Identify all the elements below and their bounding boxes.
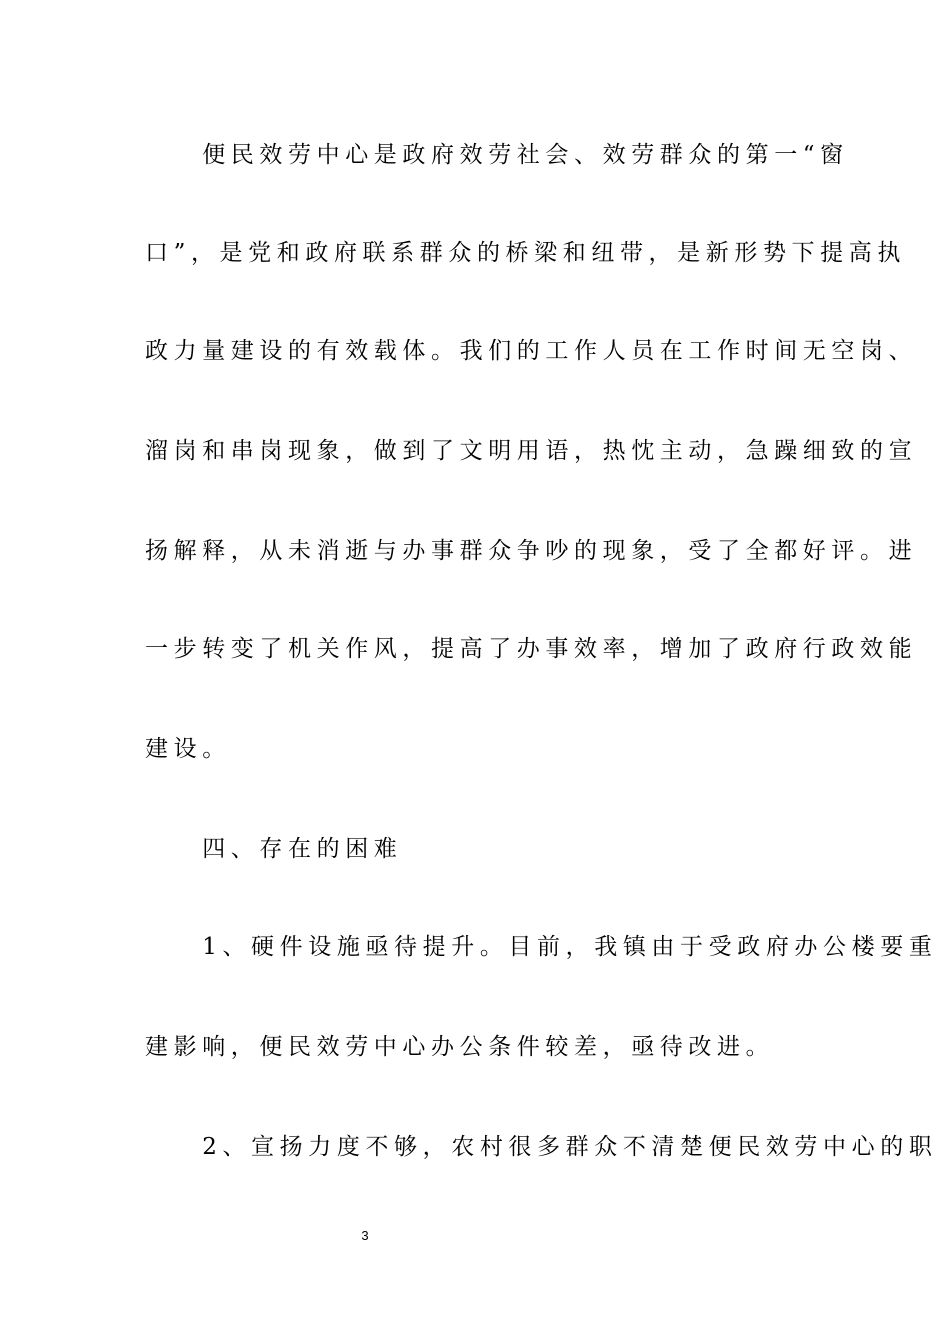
text-line: 口”，是党和政府联系群众的桥梁和纽带，是新形势下提高执 [145,240,906,266]
text-line: 建影响，便民效劳中心办公条件较差，亟待改进。 [145,1034,775,1060]
text-line: 政力量建设的有效载体。我们的工作人员在工作时间无空岗、 [145,338,918,364]
text-line: 溜岗和串岗现象，做到了文明用语，热忱主动，急躁细致的宣 [145,438,918,464]
section-heading: 四、存在的困难 [145,836,403,862]
text-line: 扬解释，从未消逝与办事群众争吵的现象，受了全都好评。进 [145,538,918,564]
page-number: 3 [361,1228,369,1243]
text-line: 一步转变了机关作风，提高了办事效率，增加了政府行政效能 [145,636,918,662]
text-line: 1、硬件设施亟待提升。目前，我镇由于受政府办公楼要重 [145,934,938,960]
text-line: 便民效劳中心是政府效劳社会、效劳群众的第一“窗 [145,142,849,168]
text-line: 建设。 [145,736,231,762]
text-line: 2、宣扬力度不够，农村很多群众不清楚便民效劳中心的职 [145,1134,938,1160]
